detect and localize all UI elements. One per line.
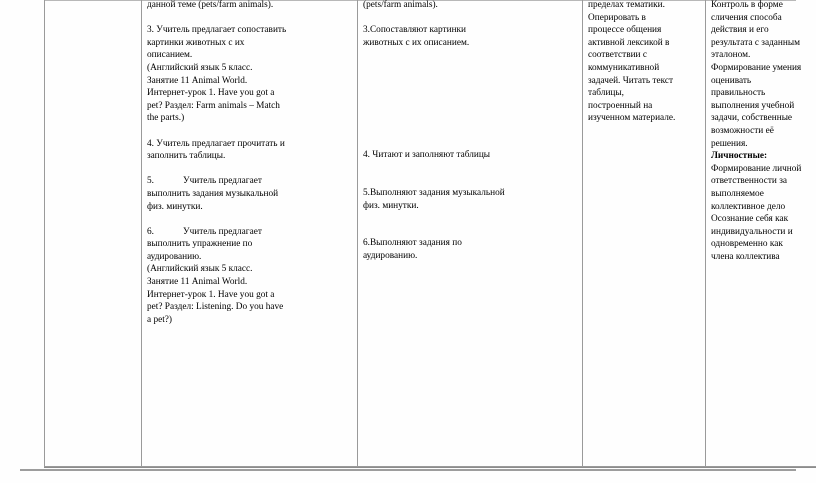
col3-para-3: 4. Читают и заполняют таблицы xyxy=(363,150,491,161)
col2-p2-l6: Интернет-урок 1. Have you got a xyxy=(147,88,275,99)
col2-p2-l7: pet? Раздел: Farm animals – Match xyxy=(147,100,280,111)
page-bottom-rule xyxy=(20,469,796,471)
cell-subject-results xyxy=(583,0,706,467)
col2-p4-l1: Учитель предлагает xyxy=(183,176,262,187)
col5-l17: Осознание себя как xyxy=(711,214,789,225)
col5-l9: выполнения учебной xyxy=(711,100,795,111)
col3-para-1: (pets/farm animals). xyxy=(363,0,438,10)
col2-p5-l8: a pet?) xyxy=(147,314,173,325)
col3-p4-l2: физ. минутки. xyxy=(363,200,419,211)
col3-p2-l2: животных с их описанием. xyxy=(363,37,470,48)
col5-l12: решения. xyxy=(711,138,748,149)
col3-p2-l1: 3.Сопоставляют картинки xyxy=(363,25,467,36)
col2-p5-num: 6. xyxy=(147,226,154,237)
col2-p5-l3: аудированию. xyxy=(147,251,202,262)
col2-para-3 xyxy=(147,138,353,163)
col2-p2-l1: 3. Учитель предлагает сопоставить xyxy=(147,25,287,36)
col5-l2: сличения способа xyxy=(711,12,782,23)
col2-para-2 xyxy=(147,24,353,125)
col2-p5-l1: Учитель предлагает xyxy=(183,226,262,237)
col3-para-4 xyxy=(363,187,578,212)
col4-l9: построенный на xyxy=(588,100,653,111)
col2-p5-l5: Занятие 11 Animal World. xyxy=(147,277,248,288)
col2-para-1: данной теме (pets/farm animals). xyxy=(147,0,274,10)
col2-p2-l5: Занятие 11 Animal World. xyxy=(147,75,248,86)
col5-l1: Контроль в форме xyxy=(711,0,783,10)
col2-p4-num: 5. xyxy=(147,176,154,187)
col3-para-2 xyxy=(363,24,578,49)
col5-l19: одновременно как xyxy=(711,239,783,250)
cell-student-activity xyxy=(358,0,583,467)
col5-para-1 xyxy=(711,0,816,263)
col3-p5-l2: аудированию. xyxy=(363,250,418,261)
col2-para-5 xyxy=(147,226,353,327)
col5-l20: члена коллектива xyxy=(711,251,780,262)
col2-p2-l4: (Английский язык 5 класс. xyxy=(147,62,253,73)
col5-l10: задачи, собственные xyxy=(711,113,793,124)
cell-uud-control xyxy=(706,0,816,467)
col2-p4-l2: выполнить задания музыкальной xyxy=(147,188,279,199)
col2-p2-l8: the parts.) xyxy=(147,113,185,124)
col4-l5: соответствии с xyxy=(588,50,647,61)
col2-p3-l2: заполнить таблицы. xyxy=(147,151,226,162)
col4-l7: задачей. Читать текст xyxy=(588,75,674,86)
col5-l4: результата с заданным xyxy=(711,37,801,48)
col4-l8: таблицы, xyxy=(588,88,624,99)
col5-l13: Формирование личной xyxy=(711,163,802,174)
col3-p4-l1: 5.Выполняют задания музыкальной xyxy=(363,187,505,198)
col5-l18: индивидуальности и xyxy=(711,226,793,237)
col5-l11: возможности её xyxy=(711,125,774,136)
col2-p3-l1: 4. Учитель предлагает прочитать и xyxy=(147,138,285,149)
col2-p5-l6: Интернет-урок 1. Have you got a xyxy=(147,289,275,300)
col4-l1: пределах тематики. xyxy=(588,0,665,10)
lesson-plan-table xyxy=(44,0,816,467)
col5-l14: ответственности за xyxy=(711,176,787,187)
col5-l6: Формирование умения xyxy=(711,62,802,73)
col5-l16: коллективное дело xyxy=(711,201,786,212)
cell-stage xyxy=(45,0,142,467)
col4-l6: коммуникативной xyxy=(588,62,660,73)
col4-l3: процессе общения xyxy=(588,25,662,36)
col2-p2-l3: описанием. xyxy=(147,50,193,61)
col4-l4: активной лексикой в xyxy=(588,37,670,48)
col5-heading-lichnostnye: Личностные: xyxy=(711,151,768,162)
col4-l2: Оперировать в xyxy=(588,12,646,23)
col5-l3: действия и его xyxy=(711,25,769,36)
col5-l5: эталоном. xyxy=(711,50,751,61)
col4-l10: изученном материале. xyxy=(588,113,676,124)
cell-teacher-activity xyxy=(142,0,358,467)
col4-para xyxy=(588,0,701,125)
col2-p5-l4: (Английский язык 5 класс. xyxy=(147,264,253,275)
col2-p2-l2: картинки животных с их xyxy=(147,37,245,48)
col3-para-5 xyxy=(363,237,578,262)
table-row xyxy=(45,0,816,467)
col2-p4-l3: физ. минутки. xyxy=(147,201,203,212)
col2-p5-l7: pet? Раздел: Listening. Do you have xyxy=(147,302,284,313)
col2-para-4 xyxy=(147,175,353,213)
col5-l15: выполняемое xyxy=(711,188,764,199)
col3-p5-l1: 6.Выполняют задания по xyxy=(363,238,462,249)
col2-p5-l2: выполнить упражнение по xyxy=(147,239,253,250)
col5-l8: правильность xyxy=(711,88,766,99)
col5-l7: оценивать xyxy=(711,75,752,86)
